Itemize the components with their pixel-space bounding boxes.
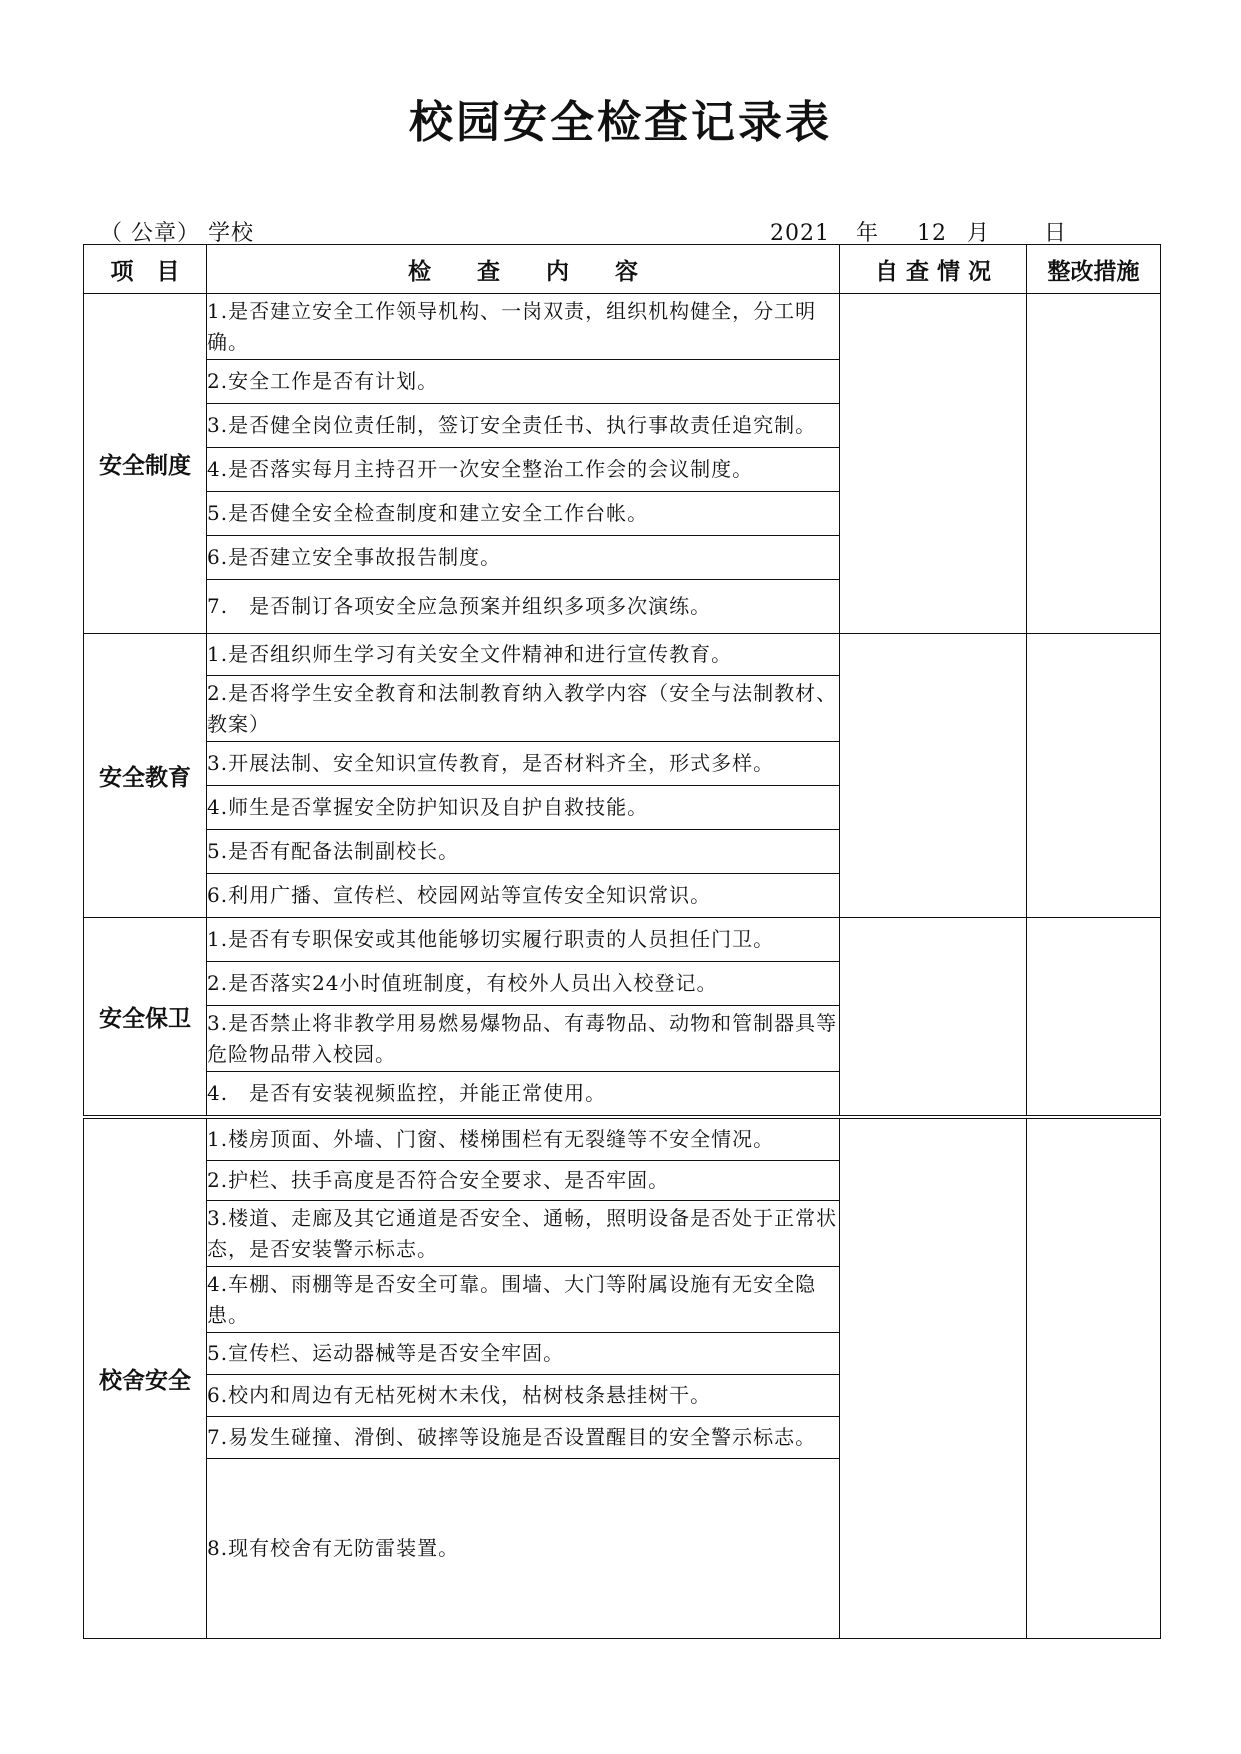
check-item: 8.现有校舍有无防雷装置。: [207, 1459, 840, 1639]
date-month-unit: 月: [967, 221, 991, 246]
page-title: 校园安全检查记录表: [409, 97, 832, 148]
rectify-cell[interactable]: [1027, 1119, 1161, 1639]
check-item: 4. 是否有安装视频监控，并能正常使用。: [207, 1072, 840, 1116]
table-row: [84, 634, 1161, 676]
self-check-cell[interactable]: [840, 294, 1027, 634]
rectify-cell[interactable]: [1027, 294, 1161, 634]
category-safety-system: 安全制度: [84, 294, 207, 634]
self-check-cell[interactable]: [840, 634, 1027, 918]
check-item: 5.是否有配备法制副校长。: [207, 830, 840, 874]
date-line: [770, 216, 1067, 247]
check-item: 4.是否落实每月主持召开一次安全整治工作会的会议制度。: [207, 448, 840, 492]
rectify-cell[interactable]: [1027, 634, 1161, 918]
check-item: 3.楼道、走廊及其它通道是否安全、通畅，照明设备是否处于正常状态，是否安装警示标志。: [207, 1201, 840, 1267]
check-item: 3.是否健全岗位责任制，签订安全责任书、执行事故责任追究制。: [207, 404, 840, 448]
header-self-check: 自 查 情 况: [840, 245, 1027, 294]
self-check-cell[interactable]: [840, 1119, 1027, 1639]
table-row: [84, 918, 1161, 962]
check-item: 7.易发生碰撞、滑倒、破摔等设施是否设置醒目的安全警示标志。: [207, 1417, 840, 1459]
check-item: 6.校内和周边有无枯死树木未伐，枯树枝条悬挂树干。: [207, 1375, 840, 1417]
check-item: 2.安全工作是否有计划。: [207, 360, 840, 404]
table-row: [84, 1119, 1161, 1161]
check-item: 1.是否组织师生学习有关安全文件精神和进行宣传教育。: [207, 634, 840, 676]
check-item: 5.是否健全安全检查制度和建立安全工作台帐。: [207, 492, 840, 536]
check-item: 4.车棚、雨棚等是否安全可靠。围墙、大门等附属设施有无安全隐患。: [207, 1267, 840, 1333]
check-item: 3.是否禁止将非教学用易燃易爆物品、有毒物品、动物和管制器具等危险物品带入校园。: [207, 1006, 840, 1072]
date-month: 12: [917, 221, 948, 246]
date-year-unit: 年: [856, 221, 880, 246]
date-year: 2021: [770, 221, 830, 246]
inspection-table-main: [83, 244, 1161, 1116]
header-content: 检 查 内 容: [207, 245, 840, 294]
category-safety-education: 安全教育: [84, 634, 207, 918]
check-item: 1.楼房顶面、外墙、门窗、楼梯围栏有无裂缝等不安全情况。: [207, 1119, 840, 1161]
check-item: 6.利用广播、宣传栏、校园网站等宣传安全知识常识。: [207, 874, 840, 918]
category-safety-guard: 安全保卫: [84, 918, 207, 1116]
check-item: 3.开展法制、安全知识宣传教育，是否材料齐全，形式多样。: [207, 742, 840, 786]
self-check-cell[interactable]: [840, 918, 1027, 1116]
check-item: 4.师生是否掌握安全防护知识及自护自救技能。: [207, 786, 840, 830]
school-line: （ 公章） 学校: [100, 221, 254, 246]
header-row: [84, 245, 1161, 294]
header-project: 项 目: [84, 245, 207, 294]
check-item: 1.是否建立安全工作领导机构、一岗双责，组织机构健全，分工明确。: [207, 294, 840, 360]
check-item: 2.是否将学生安全教育和法制教育纳入教学内容（安全与法制教材、教案）: [207, 676, 840, 742]
inspection-table-buildings: [83, 1118, 1161, 1639]
check-item: 5.宣传栏、运动器械等是否安全牢固。: [207, 1333, 840, 1375]
check-item: 7. 是否制订各项安全应急预案并组织多项多次演练。: [207, 580, 840, 634]
category-building-safety: 校舍安全: [84, 1119, 207, 1639]
header-rectify: 整改措施: [1027, 245, 1161, 294]
check-item: 6.是否建立安全事故报告制度。: [207, 536, 840, 580]
table-row: [84, 294, 1161, 360]
date-day-unit: 日: [1044, 221, 1068, 246]
check-item: 2.护栏、扶手高度是否符合安全要求、是否牢固。: [207, 1161, 840, 1201]
check-item: 2.是否落实24小时值班制度，有校外人员出入校登记。: [207, 962, 840, 1006]
rectify-cell[interactable]: [1027, 918, 1161, 1116]
check-item: 1.是否有专职保安或其他能够切实履行职责的人员担任门卫。: [207, 918, 840, 962]
